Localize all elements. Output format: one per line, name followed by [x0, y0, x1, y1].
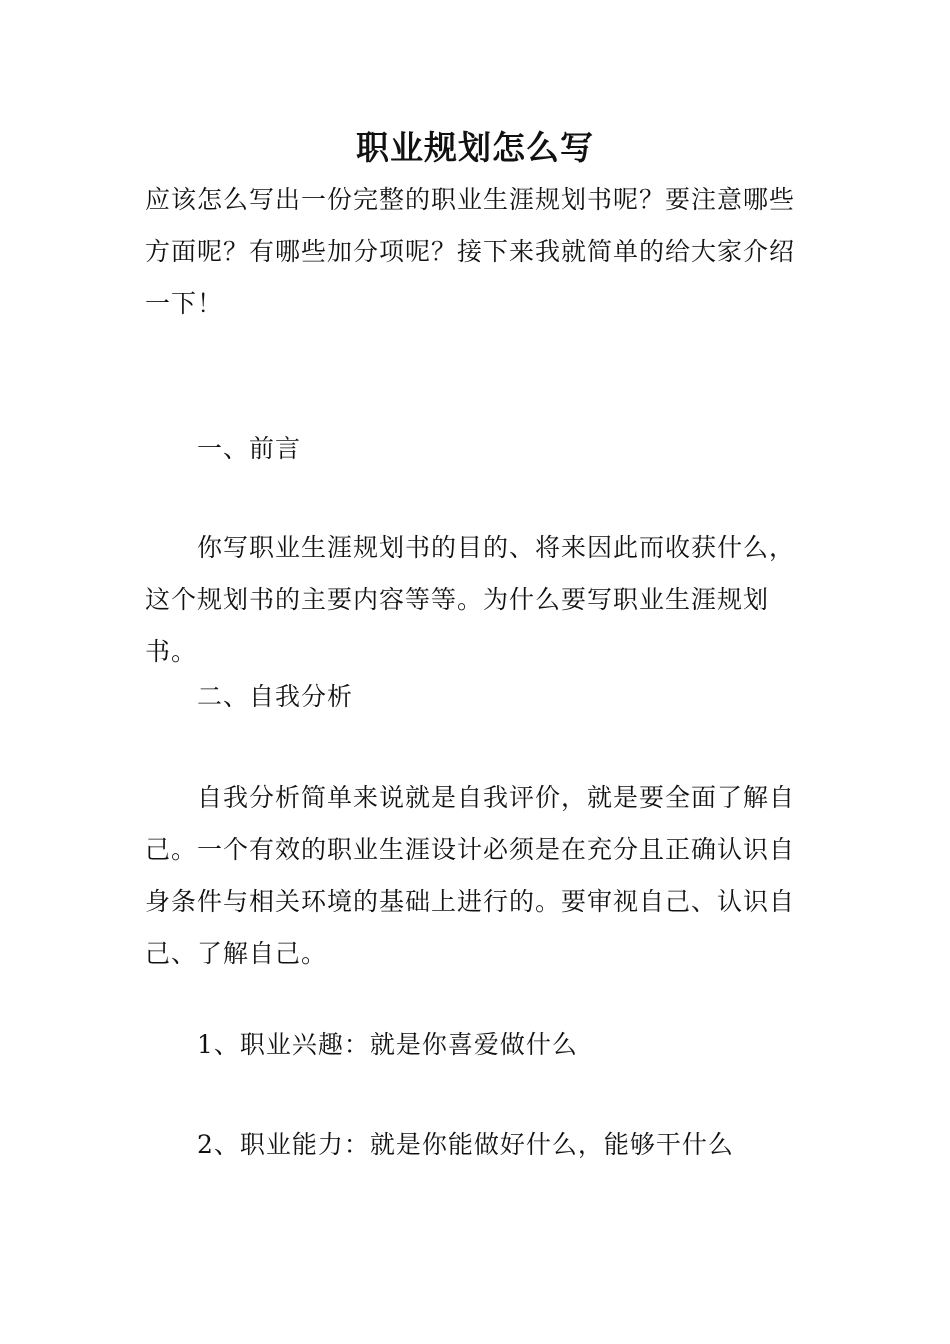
preface-paragraph: 你写职业生涯规划书的目的、将来因此而收获什么，这个规划书的主要内容等等。为什么要写职业生涯规划书。 [145, 533, 796, 666]
list-item-ability: 2、职业能力：就是你能做好什么，能够干什么 [197, 1130, 734, 1159]
section-heading-self-analysis: 二、自我分析 [197, 682, 354, 711]
page-title: 职业规划怎么写 [356, 128, 594, 167]
intro-paragraph: 应该怎么写出一份完整的职业生涯规划书呢？要注意哪些方面呢？有哪些加分项呢？接下来我就简单的给大家介绍一下！ [145, 185, 796, 318]
self-analysis-paragraph: 自我分析简单来说就是自我评价，就是要全面了解自己。一个有效的职业生涯设计必须是在充分且正确认识自身条件与相关环境的基础上进行的。要审视自己、认识自己、了解自己。 [145, 783, 796, 968]
section-heading-preface: 一、前言 [197, 434, 302, 463]
list-item-interest: 1、职业兴趣：就是你喜爱做什么 [197, 1030, 578, 1059]
